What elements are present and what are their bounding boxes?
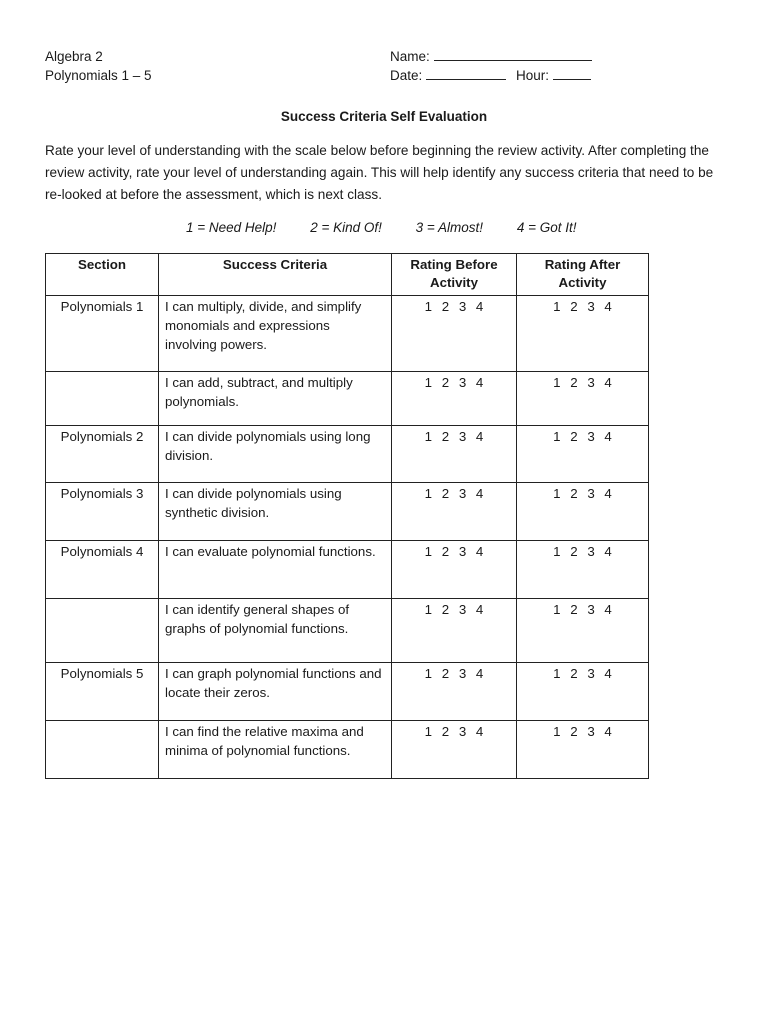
rating-after-cell[interactable] xyxy=(517,296,649,372)
rating-before-cell[interactable] xyxy=(392,426,517,483)
rating-before-cell[interactable] xyxy=(392,372,517,426)
rating-scale xyxy=(186,220,606,235)
table-row xyxy=(46,483,649,541)
page-title: Success Criteria Self Evaluation xyxy=(280,109,488,124)
rating-before-cell[interactable] xyxy=(392,721,517,779)
criteria-cell: I can evaluate polynomial functions. xyxy=(159,541,392,599)
instructions-paragraph: Rate your level of understanding with the scale below before beginning the review activity. After completing the review activity, rate your level of understanding again. This will help identify any success criteria that need to be re-looked at before the assessment, which is next class. xyxy=(45,143,714,202)
rating-before-options[interactable]: 1 2 3 4 xyxy=(424,724,484,739)
section-cell: Polynomials 2 xyxy=(46,426,159,483)
rating-before-options[interactable]: 1 2 3 4 xyxy=(424,299,484,314)
scale-item-4: 4 = Got It! xyxy=(516,220,577,235)
section-cell: Polynomials 3 xyxy=(46,483,159,541)
table-row xyxy=(46,372,649,426)
section-cell xyxy=(46,721,159,779)
rating-before-cell[interactable] xyxy=(392,296,517,372)
scale-item-1: 1 = Need Help! xyxy=(186,220,277,235)
rating-after-cell[interactable] xyxy=(517,541,649,599)
rating-before-options[interactable]: 1 2 3 4 xyxy=(424,486,484,501)
date-hour-fields xyxy=(390,68,591,83)
scale-item-3: 3 = Almost! xyxy=(415,220,484,235)
rating-before-options[interactable]: 1 2 3 4 xyxy=(424,544,484,559)
rating-before-cell[interactable] xyxy=(392,599,517,663)
section-cell: Polynomials 1 xyxy=(46,296,159,372)
rating-after-options[interactable]: 1 2 3 4 xyxy=(553,486,612,501)
table-row xyxy=(46,663,649,721)
section-cell: Polynomials 5 xyxy=(46,663,159,721)
rating-before-cell[interactable] xyxy=(392,663,517,721)
table-row xyxy=(46,426,649,483)
header-rating-before: Rating Before Activity xyxy=(392,254,517,296)
rating-before-options[interactable]: 1 2 3 4 xyxy=(424,602,484,617)
rating-after-cell[interactable] xyxy=(517,483,649,541)
section-cell xyxy=(46,372,159,426)
header-rating-after: Rating After Activity xyxy=(517,254,649,296)
table-row xyxy=(46,721,649,779)
rating-after-options[interactable]: 1 2 3 4 xyxy=(553,666,612,681)
rating-after-options[interactable]: 1 2 3 4 xyxy=(553,375,612,390)
section-cell xyxy=(46,599,159,663)
criteria-cell: I can graph polynomial functions and locate their zeros. xyxy=(159,663,392,721)
table-row xyxy=(46,541,649,599)
rating-before-options[interactable]: 1 2 3 4 xyxy=(424,666,484,681)
rating-before-options[interactable]: 1 2 3 4 xyxy=(424,375,484,390)
date-label: Date: xyxy=(390,68,423,83)
rating-after-cell[interactable] xyxy=(517,426,649,483)
criteria-cell: I can divide polynomials using synthetic division. xyxy=(159,483,392,541)
table-row xyxy=(46,599,649,663)
rating-after-options[interactable]: 1 2 3 4 xyxy=(553,724,612,739)
criteria-cell: I can identify general shapes of graphs of polynomial functions. xyxy=(159,599,392,663)
name-blank[interactable] xyxy=(434,59,592,61)
rating-after-cell[interactable] xyxy=(517,372,649,426)
unit-title: Polynomials 1 – 5 xyxy=(45,68,152,83)
header-section: Section xyxy=(46,254,159,296)
header-criteria: Success Criteria xyxy=(159,254,392,296)
table-row xyxy=(46,296,649,372)
rating-after-options[interactable]: 1 2 3 4 xyxy=(553,299,612,314)
name-field[interactable] xyxy=(390,49,592,64)
rating-after-cell[interactable] xyxy=(517,663,649,721)
rating-before-cell[interactable] xyxy=(392,483,517,541)
criteria-cell: I can divide polynomials using long division. xyxy=(159,426,392,483)
evaluation-table xyxy=(45,253,649,779)
section-cell: Polynomials 4 xyxy=(46,541,159,599)
rating-after-cell[interactable] xyxy=(517,721,649,779)
name-label: Name: xyxy=(390,49,430,64)
rating-before-cell[interactable] xyxy=(392,541,517,599)
hour-blank[interactable] xyxy=(553,78,591,80)
criteria-cell: I can find the relative maxima and minima of polynomial functions. xyxy=(159,721,392,779)
criteria-cell: I can add, subtract, and multiply polynomials. xyxy=(159,372,392,426)
rating-after-options[interactable]: 1 2 3 4 xyxy=(553,544,612,559)
scale-item-2: 2 = Kind Of! xyxy=(310,220,382,235)
rating-after-options[interactable]: 1 2 3 4 xyxy=(553,602,612,617)
course-title: Algebra 2 xyxy=(45,49,103,64)
rating-after-options[interactable]: 1 2 3 4 xyxy=(553,429,612,444)
hour-label: Hour: xyxy=(516,68,550,83)
table-header-row xyxy=(46,254,649,296)
rating-before-options[interactable]: 1 2 3 4 xyxy=(424,429,484,444)
criteria-cell: I can multiply, divide, and simplify monomials and expressions involving powers. xyxy=(159,296,392,372)
date-blank[interactable] xyxy=(426,78,506,80)
rating-after-cell[interactable] xyxy=(517,599,649,663)
